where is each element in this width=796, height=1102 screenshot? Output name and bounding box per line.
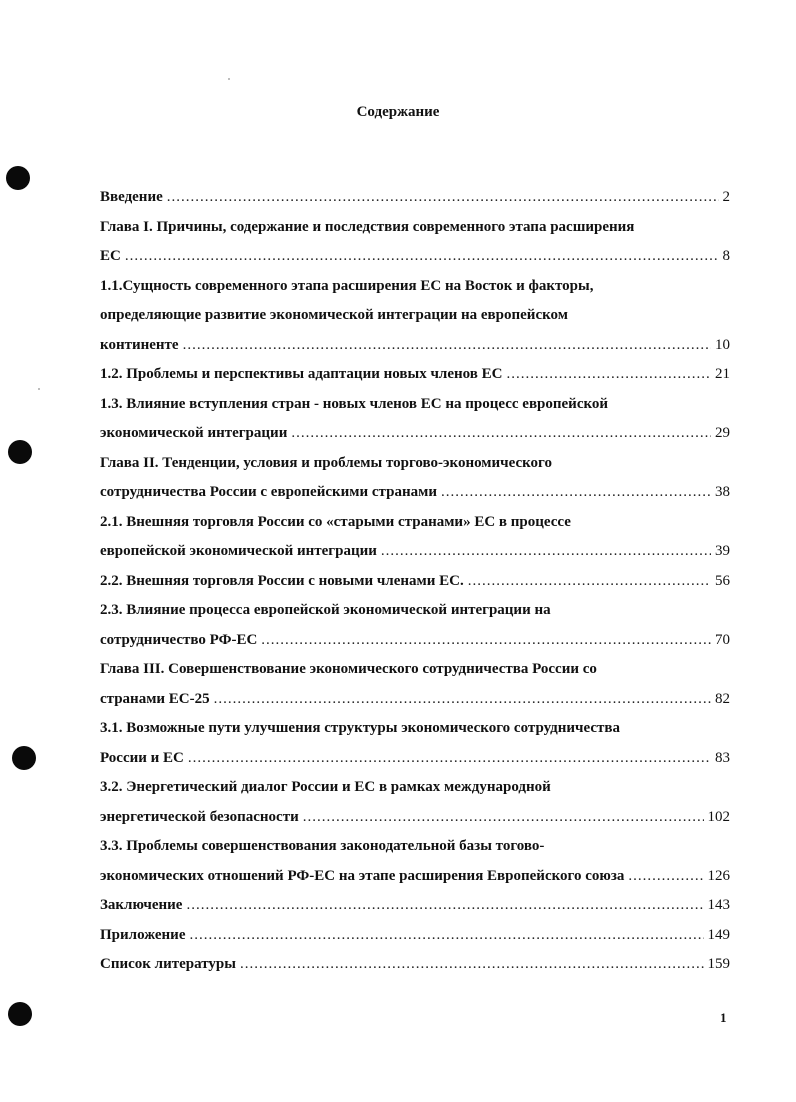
toc-entry[interactable] (100, 950, 730, 980)
toc-page-number: 70 (715, 631, 730, 648)
toc-entry[interactable] (100, 714, 730, 773)
toc-page-number: 10 (715, 336, 730, 353)
toc-entry-final-line (100, 891, 730, 921)
page-title: Содержание (356, 104, 440, 120)
dot-leader (628, 862, 703, 892)
dot-leader (381, 537, 711, 567)
dot-leader (186, 891, 703, 921)
toc-page-number: 82 (715, 690, 730, 707)
dot-leader (125, 242, 719, 272)
toc-entry-label: странами ЕС-25 (100, 690, 210, 707)
toc-entry-line: Глава III. Совершенствование экономического сотрудничества России со (100, 661, 597, 677)
toc-page-number: 29 (715, 425, 730, 441)
toc-entry-final-line (100, 537, 730, 567)
scan-speck (38, 388, 40, 390)
toc-entry-final-line (100, 626, 730, 656)
punch-hole-1 (6, 166, 30, 190)
toc-entry[interactable] (100, 891, 730, 921)
dot-leader (188, 744, 711, 774)
toc-entry-final-line (100, 419, 730, 449)
toc-entry-line: 2.1. Внешняя торговля России со «старыми странами» ЕС в процессе (100, 513, 571, 530)
toc-entry-final-line (100, 744, 730, 774)
toc-entry-line: 3.3. Проблемы совершенствования законодательной базы тогово- (100, 838, 545, 854)
punch-hole-3 (12, 746, 36, 770)
toc-page-number: 8 (722, 248, 730, 264)
toc-entry-label: Заключение (100, 897, 183, 913)
toc-entry-label: сотрудничества России с европейскими странами (100, 484, 437, 500)
toc-entry[interactable] (100, 360, 730, 390)
toc-entry-label: европейской экономической интеграции (100, 543, 377, 559)
toc-entry-final-line (100, 567, 730, 597)
toc-entry-label: континенте (100, 336, 179, 353)
toc-page-number: 2 (722, 189, 730, 205)
toc-entry-label: Введение (100, 189, 163, 205)
toc-entry[interactable] (100, 390, 730, 449)
toc-entry-label: экономических отношений РФ-ЕС на этапе расширения Европейского союза (100, 867, 625, 884)
toc-entry[interactable] (100, 567, 730, 597)
table-of-contents (100, 183, 730, 980)
toc-entry-label: экономической интеграции (100, 425, 288, 441)
toc-entry-final-line (100, 950, 730, 980)
toc-entry-line: 3.2. Энергетический диалог России и ЕС в рамках международной (100, 779, 551, 795)
toc-entry-final-line (100, 183, 730, 213)
punch-hole-4 (8, 1002, 32, 1026)
page-number: 1 (720, 1010, 727, 1025)
toc-page-number: 149 (707, 926, 730, 943)
toc-entry-line: Глава II. Тенденции, условия и проблемы торгово-экономического (100, 454, 552, 471)
dot-leader (468, 567, 711, 597)
toc-page-number: 126 (707, 867, 730, 884)
toc-entry-label: ЕС (100, 248, 121, 264)
toc-entry-label: Список литературы (100, 956, 236, 972)
toc-entry-line: 3.1. Возможные пути улучшения структуры экономического сотрудничества (100, 720, 620, 736)
dot-leader (441, 478, 711, 508)
dot-leader (303, 803, 704, 833)
toc-entry[interactable] (100, 655, 730, 714)
toc-page-number: 143 (707, 897, 730, 913)
toc-page-number: 56 (715, 572, 730, 589)
toc-entry-final-line (100, 685, 730, 715)
toc-entry[interactable] (100, 272, 730, 361)
dot-leader (183, 331, 711, 361)
toc-entry-line: 1.1.Сущность современного этапа расширения ЕС на Восток и факторы, (100, 277, 594, 294)
toc-entry-label: 1.2. Проблемы и перспективы адаптации новых членов ЕС (100, 366, 503, 382)
dot-leader (506, 360, 711, 390)
toc-entry[interactable] (100, 832, 730, 891)
punch-hole-2 (8, 440, 32, 464)
dot-leader (261, 626, 711, 656)
toc-entry-line: 2.3. Влияние процесса европейской экономической интеграции на (100, 602, 551, 618)
dot-leader (189, 921, 703, 951)
toc-page-number: 21 (715, 366, 730, 382)
toc-entry[interactable] (100, 449, 730, 508)
scan-speck (228, 78, 230, 80)
toc-entry-final-line (100, 360, 730, 390)
toc-entry-final-line (100, 242, 730, 272)
toc-entry[interactable] (100, 213, 730, 272)
dot-leader (167, 183, 719, 213)
toc-page-number: 38 (715, 484, 730, 500)
dot-leader (291, 419, 711, 449)
toc-entry[interactable] (100, 921, 730, 951)
toc-entry-final-line (100, 478, 730, 508)
toc-entry[interactable] (100, 183, 730, 213)
toc-entry[interactable] (100, 773, 730, 832)
dot-leader (214, 685, 711, 715)
toc-entry-label: Приложение (100, 926, 186, 943)
toc-entry-final-line (100, 862, 730, 892)
toc-entry-final-line (100, 331, 730, 361)
dot-leader (240, 950, 704, 980)
toc-entry-line: 1.3. Влияние вступления стран - новых членов ЕС на процесс европейской (100, 395, 609, 412)
toc-entry[interactable] (100, 596, 730, 655)
toc-entry-label: энергетической безопасности (100, 808, 299, 825)
toc-entry-final-line (100, 803, 730, 833)
toc-entry-final-line (100, 921, 730, 951)
toc-entry-line: Глава I. Причины, содержание и последствия современного этапа расширения (100, 218, 635, 235)
toc-page-number: 102 (707, 808, 730, 825)
toc-page-number: 83 (715, 749, 730, 766)
toc-page-number: 159 (707, 956, 730, 972)
toc-entry-label: России и ЕС (100, 749, 184, 766)
toc-entry-label: сотрудничество РФ-ЕС (100, 631, 258, 648)
toc-entry[interactable] (100, 508, 730, 567)
toc-page-number: 39 (715, 543, 730, 559)
toc-entry-line: определяющие развитие экономической интеграции на европейском (100, 307, 568, 323)
toc-entry-label: 2.2. Внешняя торговля России с новыми членами ЕС. (100, 572, 464, 589)
